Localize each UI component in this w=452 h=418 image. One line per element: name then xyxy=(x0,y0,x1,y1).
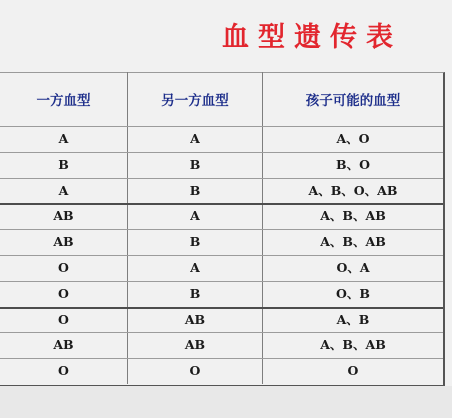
cell-parent-one: O xyxy=(58,285,69,301)
cell-parent-one: AB xyxy=(53,234,74,250)
header-child: 孩子可能的血型 xyxy=(305,93,401,109)
cell-parent-two: B xyxy=(189,234,201,250)
cell-parent-two: AB xyxy=(184,337,206,353)
cell-parent-two: O xyxy=(189,363,201,379)
slide-footer-area xyxy=(0,386,452,418)
header-parent-two: 另一方血型 xyxy=(161,93,229,109)
cell-child: A、O xyxy=(336,131,370,146)
cell-child: B、O xyxy=(336,156,370,172)
cell-child: A、B、AB xyxy=(320,234,386,250)
cell-child: A、B、O、AB xyxy=(308,182,398,198)
cell-parent-one: A xyxy=(58,131,69,146)
cell-parent-one: O xyxy=(58,260,69,275)
cell-parent-two: AB xyxy=(184,311,206,327)
cell-child: A、B、AB xyxy=(320,208,386,224)
cell-child: O、B xyxy=(336,285,370,301)
cell-parent-one: O xyxy=(58,311,69,327)
cell-child: A、B xyxy=(336,311,370,327)
cell-parent-two: A xyxy=(190,260,200,275)
cell-parent-two: B xyxy=(189,156,201,172)
cell-child: A、B、AB xyxy=(320,337,386,353)
cell-parent-two: B xyxy=(189,182,201,198)
cell-child: O xyxy=(347,363,359,379)
cell-parent-one: AB xyxy=(53,337,74,353)
page-title: 血型遗传表 xyxy=(222,22,402,53)
header-parent-one: 一方血型 xyxy=(36,93,91,109)
cell-parent-two: B xyxy=(189,285,201,301)
cell-parent-two: A xyxy=(190,131,200,146)
cell-parent-one: A xyxy=(58,182,69,198)
cell-parent-one: AB xyxy=(53,208,74,224)
cell-parent-one: B xyxy=(58,156,69,172)
cell-parent-two: A xyxy=(190,208,200,224)
cell-parent-one: O xyxy=(58,363,69,379)
cell-child: O、A xyxy=(336,260,370,275)
